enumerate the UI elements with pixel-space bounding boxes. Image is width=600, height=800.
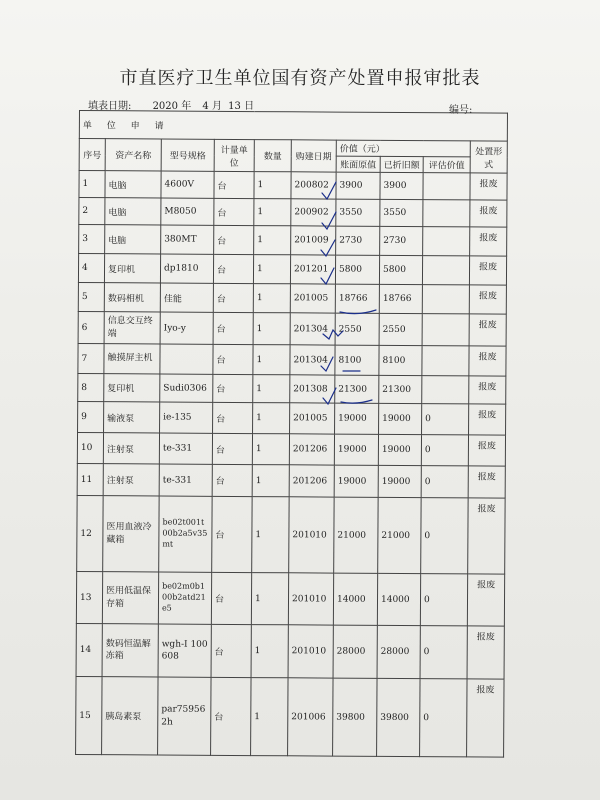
cell-unit: 台 [212, 433, 252, 464]
header-qty: 数量 [254, 140, 291, 172]
cell-book-value: 14000 [333, 573, 377, 625]
cell-asset-name: 信息交互终端 [104, 312, 160, 344]
cell-purchase-date: 201005 [290, 284, 335, 313]
cell-model: be02t001t00b2a5v35mt [159, 496, 212, 572]
cell-asset-name: 注射泵 [103, 433, 159, 464]
cell-qty: 1 [253, 345, 290, 375]
cell-unit: 台 [214, 171, 254, 198]
cell-depreciation: 2550 [379, 313, 422, 345]
cell-asset-name: 复印机 [104, 254, 160, 283]
cell-unit: 台 [214, 225, 254, 254]
cell-unit: 台 [213, 374, 253, 402]
cell-qty: 1 [251, 678, 288, 756]
cell-depreciation: 3900 [380, 172, 423, 199]
cell-asset-name: 电脑 [105, 225, 161, 254]
cell-qty: 1 [251, 625, 288, 678]
cell-unit: 台 [213, 283, 253, 312]
cell-assessed-value: 0 [420, 679, 467, 757]
cell-disposal: 报废 [468, 435, 505, 466]
cell-unit: 台 [213, 402, 253, 433]
cell-model: par759562h [158, 677, 211, 755]
checkmark-icon [321, 357, 333, 371]
cell-depreciation: 2730 [380, 226, 423, 255]
cell-disposal: 报废 [468, 498, 505, 574]
fill-date-year-suffix: 年 [181, 101, 192, 112]
cell-disposal: 报废 [467, 679, 504, 757]
cell-unit: 台 [212, 464, 252, 496]
cell-model: be02m0b100b2atd21e5 [158, 572, 211, 624]
cell-assessed-value: 0 [421, 466, 468, 498]
cell-disposal: 报废 [469, 376, 506, 404]
header-disposal: 处置形式 [470, 141, 507, 173]
cell-depreciation: 28000 [377, 625, 420, 678]
cell-depreciation: 18766 [379, 284, 422, 313]
cell-seq: 9 [78, 401, 104, 432]
cell-qty: 1 [253, 284, 290, 313]
fill-date-month: 4 [202, 101, 209, 112]
cell-qty: 1 [253, 403, 290, 434]
cell-disposal: 报废 [469, 404, 506, 435]
cell-qty: 1 [253, 255, 290, 284]
cell-asset-name: 输液泵 [104, 402, 160, 433]
cell-seq: 13 [76, 571, 102, 623]
cell-purchase-date: 201010 [288, 625, 333, 678]
cell-model: dp1810 [160, 254, 213, 283]
cell-model: 380MT [161, 225, 214, 254]
cell-asset-name: 胰岛素泵 [102, 677, 158, 755]
cell-seq: 6 [78, 311, 104, 343]
cell-unit: 台 [212, 496, 252, 572]
cell-depreciation: 39800 [377, 678, 420, 756]
cell-depreciation: 14000 [377, 573, 420, 625]
fill-date-day: 13 [228, 101, 241, 112]
fill-date-day-suffix: 日 [244, 101, 255, 112]
cell-seq: 7 [78, 343, 104, 373]
fill-date-label: 填表日期: [88, 101, 132, 112]
cell-seq: 1 [79, 171, 105, 198]
cell-assessed-value: 0 [422, 404, 469, 435]
cell-model: wgh-I 100608 [158, 624, 211, 677]
header-value-group: 价值（元） [336, 140, 470, 157]
cell-book-value: 21300 [335, 375, 379, 403]
cell-disposal: 报废 [467, 626, 504, 679]
cell-disposal: 报废 [469, 346, 506, 376]
cell-book-value: 19000 [334, 434, 378, 465]
cell-purchase-date: 201308 [290, 375, 335, 403]
cell-model: te-331 [159, 433, 212, 464]
checkmark-icon [322, 212, 336, 229]
cell-asset-name: 医用低温保存箱 [102, 572, 158, 624]
cell-disposal: 报废 [469, 314, 506, 346]
cell-qty: 1 [253, 313, 290, 345]
cell-seq: 8 [78, 373, 104, 401]
cell-model: M8050 [161, 198, 214, 225]
header-model: 型号规格 [161, 139, 214, 171]
cell-qty: 1 [254, 172, 291, 199]
header-seq: 序号 [79, 139, 105, 171]
cell-asset-name: 复印机 [104, 374, 160, 402]
underline-mark [340, 310, 376, 314]
header-assessed-value: 评估价值 [423, 157, 470, 173]
cell-disposal: 报废 [468, 466, 505, 498]
underline-mark [341, 400, 372, 403]
cell-seq: 4 [78, 254, 104, 283]
section-label: 单 位 申 请 [79, 111, 507, 142]
cell-model: Sudi0306 [160, 374, 213, 402]
cell-book-value: 3900 [336, 172, 380, 199]
cell-model: ie-135 [160, 402, 213, 433]
cell-model: 佳能 [160, 283, 213, 312]
scribble-mark [323, 330, 343, 339]
cell-seq: 5 [78, 282, 104, 311]
cell-book-value: 18766 [335, 284, 379, 313]
cell-purchase-date: 201010 [289, 497, 334, 573]
cell-book-value: 2730 [336, 226, 380, 255]
cell-asset-name: 数码相机 [104, 283, 160, 312]
cell-asset-name: 注射泵 [103, 464, 159, 496]
cell-book-value: 21000 [334, 497, 378, 573]
cell-qty: 1 [254, 226, 291, 255]
cell-seq: 2 [79, 198, 105, 225]
cell-qty: 1 [253, 375, 290, 403]
cell-qty: 1 [252, 497, 289, 573]
cell-book-value: 5800 [335, 255, 379, 284]
cell-qty: 1 [251, 573, 288, 625]
cell-assessed-value: 0 [420, 574, 467, 626]
cell-disposal: 报废 [470, 200, 507, 227]
cell-asset-name: 触摸屏主机 [104, 344, 160, 374]
cell-unit: 台 [213, 344, 253, 374]
cell-book-value: 39800 [333, 678, 377, 756]
cell-unit: 台 [211, 572, 251, 624]
cell-disposal: 报废 [469, 256, 506, 285]
cell-seq: 15 [76, 676, 102, 754]
cell-qty: 1 [252, 434, 289, 465]
cell-model: Iyo-y [160, 312, 213, 344]
checkmark-icon [322, 182, 336, 199]
cell-unit: 台 [213, 254, 253, 283]
cell-qty: 1 [254, 199, 291, 226]
cell-model: 4600V [161, 171, 214, 198]
cell-purchase-date: 201304 [290, 313, 335, 345]
cell-purchase-date: 200902 [291, 199, 336, 226]
header-asset-name: 资产名称 [105, 139, 161, 171]
cell-book-value: 28000 [333, 625, 377, 678]
cell-depreciation: 19000 [379, 403, 422, 434]
cell-assessed-value: 0 [420, 626, 467, 679]
cell-purchase-date: 201006 [288, 678, 333, 756]
cell-seq: 14 [76, 623, 102, 676]
cell-depreciation: 19000 [378, 434, 421, 465]
cell-depreciation: 3550 [380, 199, 423, 226]
cell-depreciation: 5800 [379, 255, 422, 284]
cell-disposal: 报废 [467, 574, 504, 626]
header-depreciation: 已折旧额 [380, 156, 423, 172]
cell-purchase-date: 200802 [291, 172, 336, 199]
form-title: 市直医疗卫生单位国有资产处置申报审批表 [119, 68, 481, 89]
cell-seq: 3 [79, 225, 105, 254]
cell-unit: 台 [211, 624, 251, 677]
cell-qty: 1 [252, 465, 289, 497]
fill-date-year: 2020 [152, 101, 179, 112]
fill-date-month-suffix: 月 [211, 101, 222, 112]
cell-assessed-value: 0 [421, 498, 468, 574]
cell-seq: 11 [77, 463, 103, 495]
cell-purchase-date: 201005 [290, 403, 335, 434]
cell-depreciation: 21300 [379, 375, 422, 403]
cell-depreciation: 19000 [378, 465, 421, 497]
cell-purchase-date: 201304 [290, 345, 335, 375]
cell-unit: 台 [214, 198, 254, 225]
header-purchase-date: 购建日期 [291, 140, 336, 172]
cell-asset-name: 电脑 [105, 171, 161, 198]
cell-unit: 台 [213, 312, 253, 344]
cell-model: te-331 [159, 464, 212, 496]
cell-disposal: 报废 [469, 285, 506, 314]
cell-purchase-date: 201009 [291, 226, 336, 255]
checkmark-icon [323, 388, 336, 404]
cell-asset-name: 数码恒温解冻箱 [102, 624, 158, 677]
cell-unit: 台 [211, 677, 251, 755]
header-unit: 计量单位 [214, 139, 254, 171]
cell-depreciation: 21000 [378, 497, 421, 573]
cell-book-value: 3550 [336, 199, 380, 226]
checkmark-icon [321, 240, 335, 256]
cell-depreciation: 8100 [379, 345, 422, 375]
cell-purchase-date: 201206 [289, 434, 334, 465]
cell-seq: 10 [77, 432, 103, 463]
cell-book-value: 19000 [335, 403, 379, 434]
checkmark-icon [321, 268, 334, 284]
cell-assessed-value: 0 [421, 435, 468, 466]
cell-asset-name: 医用血液冷藏箱 [103, 496, 159, 572]
serial-label: 编号: [449, 105, 473, 116]
cell-asset-name: 电脑 [105, 198, 161, 225]
cell-purchase-date: 201206 [289, 465, 334, 497]
cell-seq: 12 [77, 495, 103, 571]
cell-disposal: 报废 [470, 227, 507, 256]
cell-book-value: 19000 [334, 465, 378, 497]
cell-disposal: 报废 [470, 173, 507, 200]
cell-purchase-date: 201201 [290, 255, 335, 284]
header-book-value: 账面原值 [336, 156, 380, 172]
cell-book-value: 8100 [335, 345, 379, 375]
cell-book-value: 2550 [335, 313, 379, 345]
cell-purchase-date: 201010 [288, 573, 333, 625]
